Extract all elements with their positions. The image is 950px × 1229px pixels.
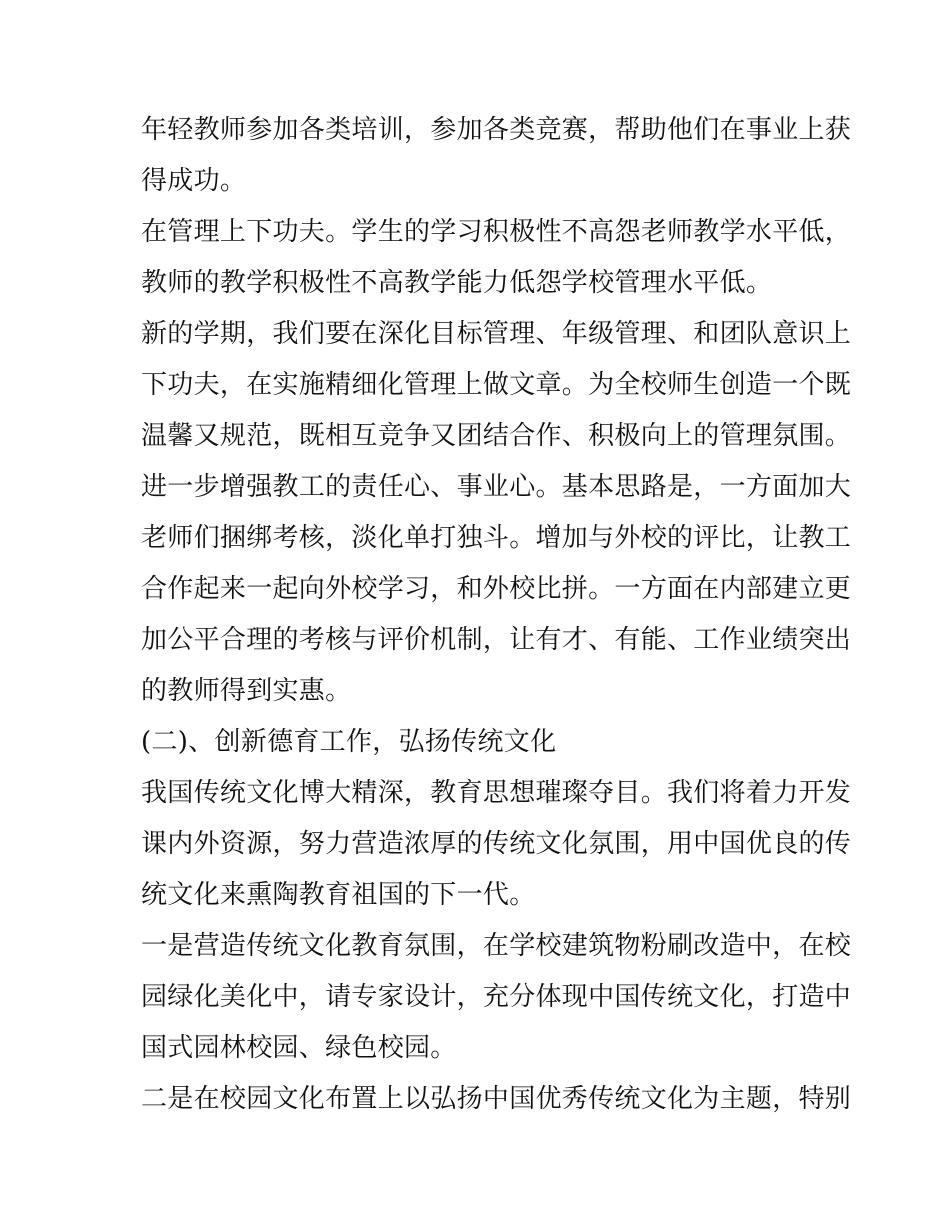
text-line: 统文化来熏陶教育祖国的下一代。	[141, 880, 536, 910]
text-line: 得成功。	[141, 166, 247, 196]
text-line: 加公平合理的考核与评价机制，让有才、有能、工作业绩突出	[141, 625, 852, 655]
text-line: 国式园林校园、绿色校园。	[141, 1033, 457, 1063]
text-line: 一是营造传统文化教育氛围，在学校建筑物粉刷改造中，在校	[141, 931, 852, 961]
text-line: 合作起来一起向外校学习，和外校比拼。一方面在内部建立更	[141, 574, 852, 604]
text-line: 二是在校园文化布置上以弘扬中国优秀传统文化为主题，特别	[141, 1084, 852, 1114]
text-line: 新的学期，我们要在深化目标管理、年级管理、和团队意识上	[141, 319, 852, 349]
text-line: 的教师得到实惠。	[141, 676, 352, 706]
text-line: 园绿化美化中，请专家设计，充分体现中国传统文化，打造中	[141, 982, 852, 1012]
text-line: 老师们捆绑考核，淡化单打独斗。增加与外校的评比，让教工	[141, 523, 852, 553]
text-line: 下功夫，在实施精细化管理上做文章。为全校师生创造一个既	[141, 370, 852, 400]
text-line: 教师的教学积极性不高教学能力低怨学校管理水平低。	[141, 268, 773, 298]
text-line: 进一步增强教工的责任心、事业心。基本思路是，一方面加大	[141, 472, 852, 502]
section-heading: (二)、创新德育工作，弘扬传统文化	[141, 727, 557, 757]
text-line: 年轻教师参加各类培训，参加各类竞赛，帮助他们在事业上获	[141, 115, 852, 145]
text-line: 我国传统文化博大精深，教育思想璀璨夺目。我们将着力开发	[141, 778, 852, 808]
text-line: 温馨又规范，既相互竞争又团结合作、积极向上的管理氛围。	[141, 421, 852, 451]
text-line: 课内外资源，努力营造浓厚的传统文化氛围，用中国优良的传	[141, 829, 852, 859]
text-line: 在管理上下功夫。学生的学习积极性不高怨老师教学水平低，	[141, 217, 852, 247]
